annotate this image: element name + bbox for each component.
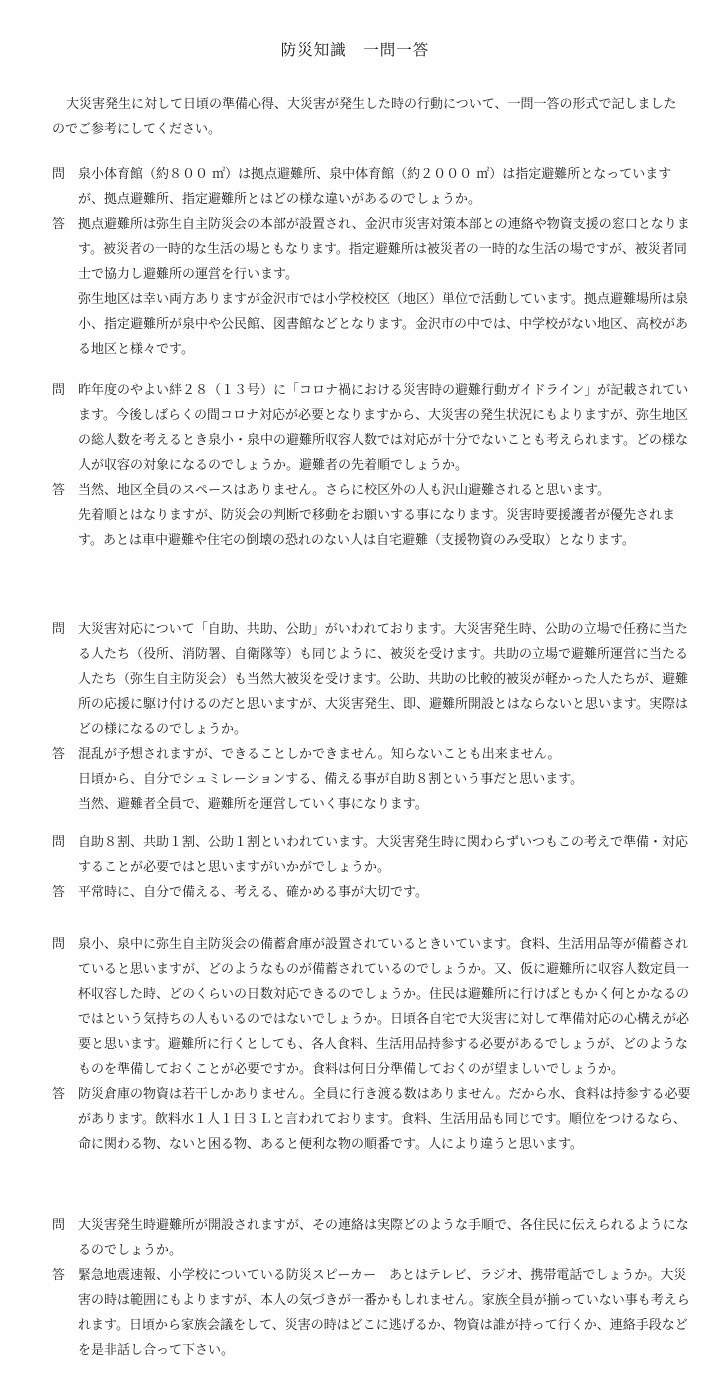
- answer-marker: 答: [52, 483, 66, 498]
- question-marker: 問: [52, 383, 66, 398]
- qa-block-1: [52, 162, 692, 362]
- answer-row: [52, 478, 692, 553]
- question-row: [52, 1213, 692, 1263]
- question-marker: 問: [52, 167, 66, 182]
- answer-marker: 答: [52, 747, 66, 762]
- question-text: 泉小、泉中に弥生自主防災会の備蓄倉庫が設置されているときいています。食料、生活用品等が備蓄されていると思いますが、どのようなものが備蓄されているのでしょうか。又、仮に避難所に収容人数定員一杯収容した時、どのくらいの日数対応できるのでしょうか。住民は避難所に行けばともかく何とかなるのではという気持ちの人もいるのではないでしょうか。日頃各自宅で大災害に対して準備対応の心構えが必要と思います。避難所に行くとしても、各人食料、生活用品持参する必要があるでしょうが、どのようなものを準備しておくことが必要ですか。食料は何日分準備しておくのが望ましいでしょうか。: [78, 937, 690, 1077]
- intro-paragraph: 大災害発生に対して日頃の準備心得、大災害が発生した時の行動について、一問一答の形式で記しましたのでご参考にしてください。: [52, 97, 677, 137]
- question-row: [52, 162, 692, 212]
- question-text: 大災害対応について「自助、共助、公助」がいわれております。大災害発生時、公助の立場で任務に当たる人たち（役所、消防署、自衛隊等）も同じように、被災を受けます。共助の立場で避難所運営に当たる人たち（弥生自主防災会）も当然大被災を受けます。公助、共助の比較的被災が軽かった人たちが、避難所の応援に駆け付けるのだと思いますが、大災害発生、即、避難所開設とはならないと思います。実際はどの様になるのでしょうか。: [78, 622, 688, 737]
- question-marker: 問: [52, 937, 66, 952]
- page-title: 防災知識 一問一答: [280, 41, 430, 59]
- question-text: 泉小体育館（約８００ ㎡）は拠点避難所、泉中体育館（約２０００ ㎡）は指定避難所となっていますが、拠点避難所、指定避難所とはどの様な違いがあるのでしょうか。: [78, 167, 672, 207]
- answer-row: [52, 1263, 692, 1363]
- question-marker: 問: [52, 835, 66, 850]
- answer-row: [52, 1082, 692, 1157]
- question-marker: 問: [52, 622, 66, 637]
- question-text: 自助８割、共助１割、公助１割といわれています。大災害発生時に関わらずいつもこの考えで準備・対応することが必要ではと思いますがいかがでしょうか。: [78, 835, 688, 875]
- question-text: 大災害発生時避難所が開設されますが、その連絡は実際どのような手順で、各住民に伝えられるようになるのでしょうか。: [78, 1218, 689, 1258]
- qa-block-6: [52, 1213, 692, 1363]
- qa-block-5: [52, 932, 692, 1157]
- answer-marker: 答: [52, 1268, 66, 1283]
- answer-text: 混乱が予想されますが、できることしかできません。知らないことも出来ません。 日頃から、自分でシュミレーションする、備える事が自助８割という事だと思います。 当然、避難者全員で、避難所を運営していく事になります。: [78, 747, 584, 812]
- answer-marker: 答: [52, 885, 66, 900]
- question-row: [52, 378, 692, 478]
- answer-marker: 答: [52, 217, 66, 232]
- qa-block-4: [52, 830, 692, 905]
- answer-text: 拠点避難所は弥生自主防災会の本部が設置され、金沢市災害対策本部との連絡や物資支援の窓口となります。被災者の一時的な生活の場ともなります。指定避難所は被災者の一時的な生活の場ですが、被災者同士で協力し避難所の運営を行います。 弥生地区は幸い両方ありますが金沢市では小学校校区（地区）単位で活動しています。拠点避難場所は泉小、指定避難所が泉中や公民館、図書館などとなります。金沢市の中では、中学校がない地区、高校がある地区と様々です。: [78, 217, 690, 357]
- answer-row: [52, 880, 692, 905]
- answer-text: 平常時に、自分で備える、考える、確かめる事が大切です。: [78, 885, 428, 900]
- question-marker: 問: [52, 1218, 66, 1233]
- answer-marker: 答: [52, 1087, 66, 1102]
- answer-row: [52, 212, 692, 362]
- answer-text: 緊急地震速報、小学校についている防災スピーカー あとはテレビ、ラジオ、携帯電話でしょうか。大災害の時は範囲にもよりますが、本人の気づきが一番かもしれません。家族全員が揃っていない事も考えられます。日頃から家族会議をして、災害の時はどこに逃げるか、物資は誰が持って行くか、連絡手段などを是非話し合って下さい。: [78, 1268, 690, 1358]
- answer-text: 防災倉庫の物資は若干しかありません。全員に行き渡る数はありません。だから水、食料は持参する必要があります。飲料水１人１日３Ｌと言われております。食料、生活用品も同じです。順位をつけるなら、命に関わる物、ないと困る物、あると便利な物の順番です。人により違うと思います。: [78, 1087, 691, 1152]
- question-row: [52, 830, 692, 880]
- answer-row: [52, 742, 692, 817]
- qa-block-3: [52, 617, 692, 817]
- question-text: 昨年度のやよい絆２８（１３号）に「コロナ禍における災害時の避難行動ガイドライン」が記載されています。今後しばらくの間コロナ対応が必要となりますから、大災害の発生状況にもよりますが、弥生地区の総人数を考えるとき泉小・泉中の避難所収容人数では対応が十分でないことも考えられます。どの様な人が収容の対象になるのでしょうか。避難者の先着順でしょうか。: [78, 383, 689, 473]
- qa-block-2: [52, 378, 692, 553]
- question-row: [52, 932, 692, 1082]
- question-row: [52, 617, 692, 742]
- answer-text: 当然、地区全員のスペースはありません。さらに校区外の人も沢山避難されると思います。 先着順とはなりますが、防災会の判断で移動をお願いする事になります。災害時要援護者が優先されます。あとは車中避難や住宅の倒壊の恐れのない人は自宅避難（支援物資のみ受取）となります。: [78, 483, 675, 548]
